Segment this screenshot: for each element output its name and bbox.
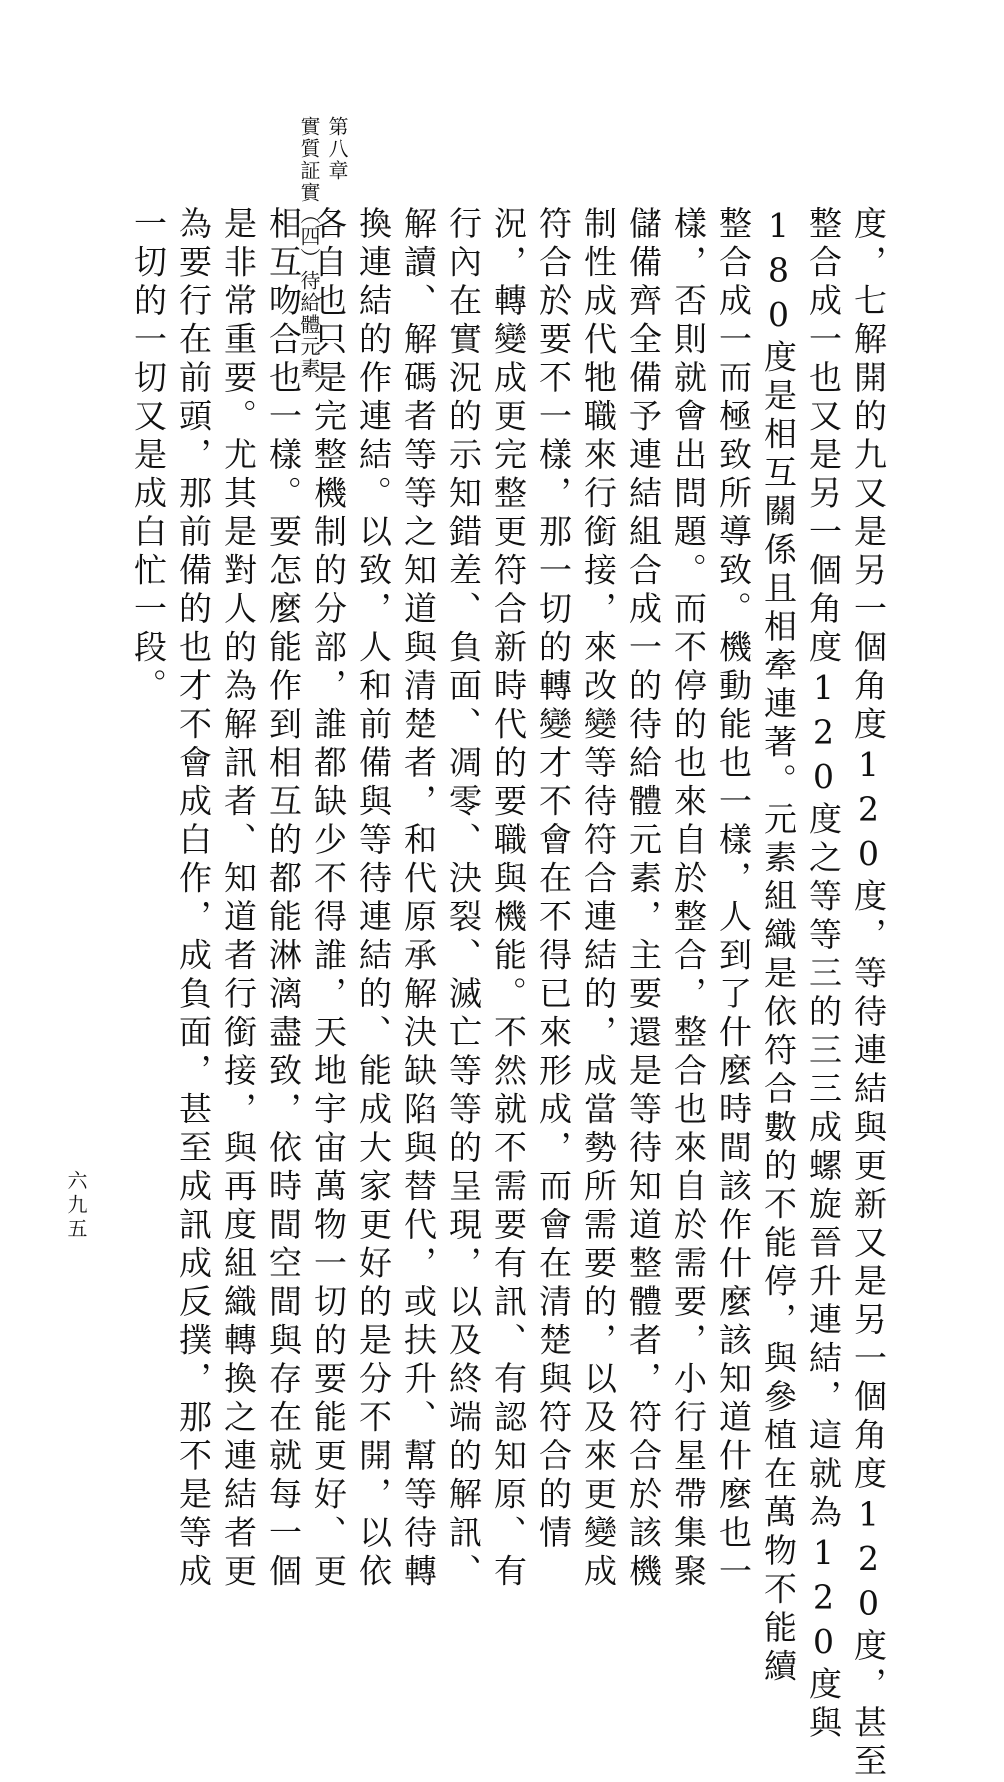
text-line: 行內在實況的示知錯差、負面、凋零、決裂、滅亡等等的呈現，以及終端的解訊、 xyxy=(444,206,483,1592)
text-line: 各自也只是完整機制的分部，誰都缺少不得誰，天地宇宙萬物一切的要能更好、更 xyxy=(309,206,348,1592)
section-title: 實質証實（四）待給體元素 xyxy=(297,116,321,380)
text-line: 符合於要不一樣，那一切的轉變才不會在不得已來形成，而會在清楚與符合的情 xyxy=(534,206,573,1554)
text-line: 整合成一而極致所導致。機動能也一樣，人到了什麼時間該作什麼該知道什麼也一 xyxy=(714,206,753,1592)
text-line: 整合成一也又是另一個角度120度之等等三的三三成螺旋晉升連結，這就為120度與 xyxy=(804,206,843,1744)
text-line: 一切的一切又是成白忙一段。 xyxy=(129,206,168,707)
chapter-label: 第八章 xyxy=(325,116,349,182)
text-line: 是非常重要。尤其是對人的為解訊者、知道者行銜接，與再度組織轉換之連結者更 xyxy=(219,206,258,1592)
text-line: 解讀、解碼者等等之知道與清楚者，和代原承解決缺陷與替代，或扶升、幫等待轉 xyxy=(399,206,438,1592)
text-line: 制性成代牠職來行銜接，來改變等待符合連結的，成當勢所需要的，以及來更變成 xyxy=(579,206,618,1592)
text-line: 況，轉變成更完整更符合新時代的要職與機能。不然就不需要有訊、有認知原、有 xyxy=(489,206,528,1592)
text-line: 樣，否則就會出問題。而不停的也來自於整合，整合也來自於需要，小行星帶集聚 xyxy=(669,206,708,1592)
text-line: 180度是相互關係且相牽連著。元素組織是依符合數的不能停，與參植在萬物不能續 xyxy=(759,206,798,1687)
text-line: 換連結的作連結。以致，人和前備與等待連結的、能成大家更好的是分不開，以依 xyxy=(354,206,393,1592)
text-line: 為要行在前頭，那前備的也才不會成白作，成負面，甚至成訊成反撲，那不是等成 xyxy=(174,206,213,1592)
text-line: 儲備齊全備予連結組合成一的待給體元素，主要還是等待知道整體者，符合於該機 xyxy=(624,206,663,1592)
page-number: 六九五 xyxy=(64,1170,88,1242)
text-line: 相互吻合也一樣。要怎麼能作到相互的都能淋漓盡致，依時間空間與存在就每一個 xyxy=(264,206,303,1592)
text-line: 度，七解開的九又是另一個角度120度，等待連結與更新又是另一個角度120度，甚至 xyxy=(849,206,888,1782)
body-text xyxy=(126,206,888,1782)
